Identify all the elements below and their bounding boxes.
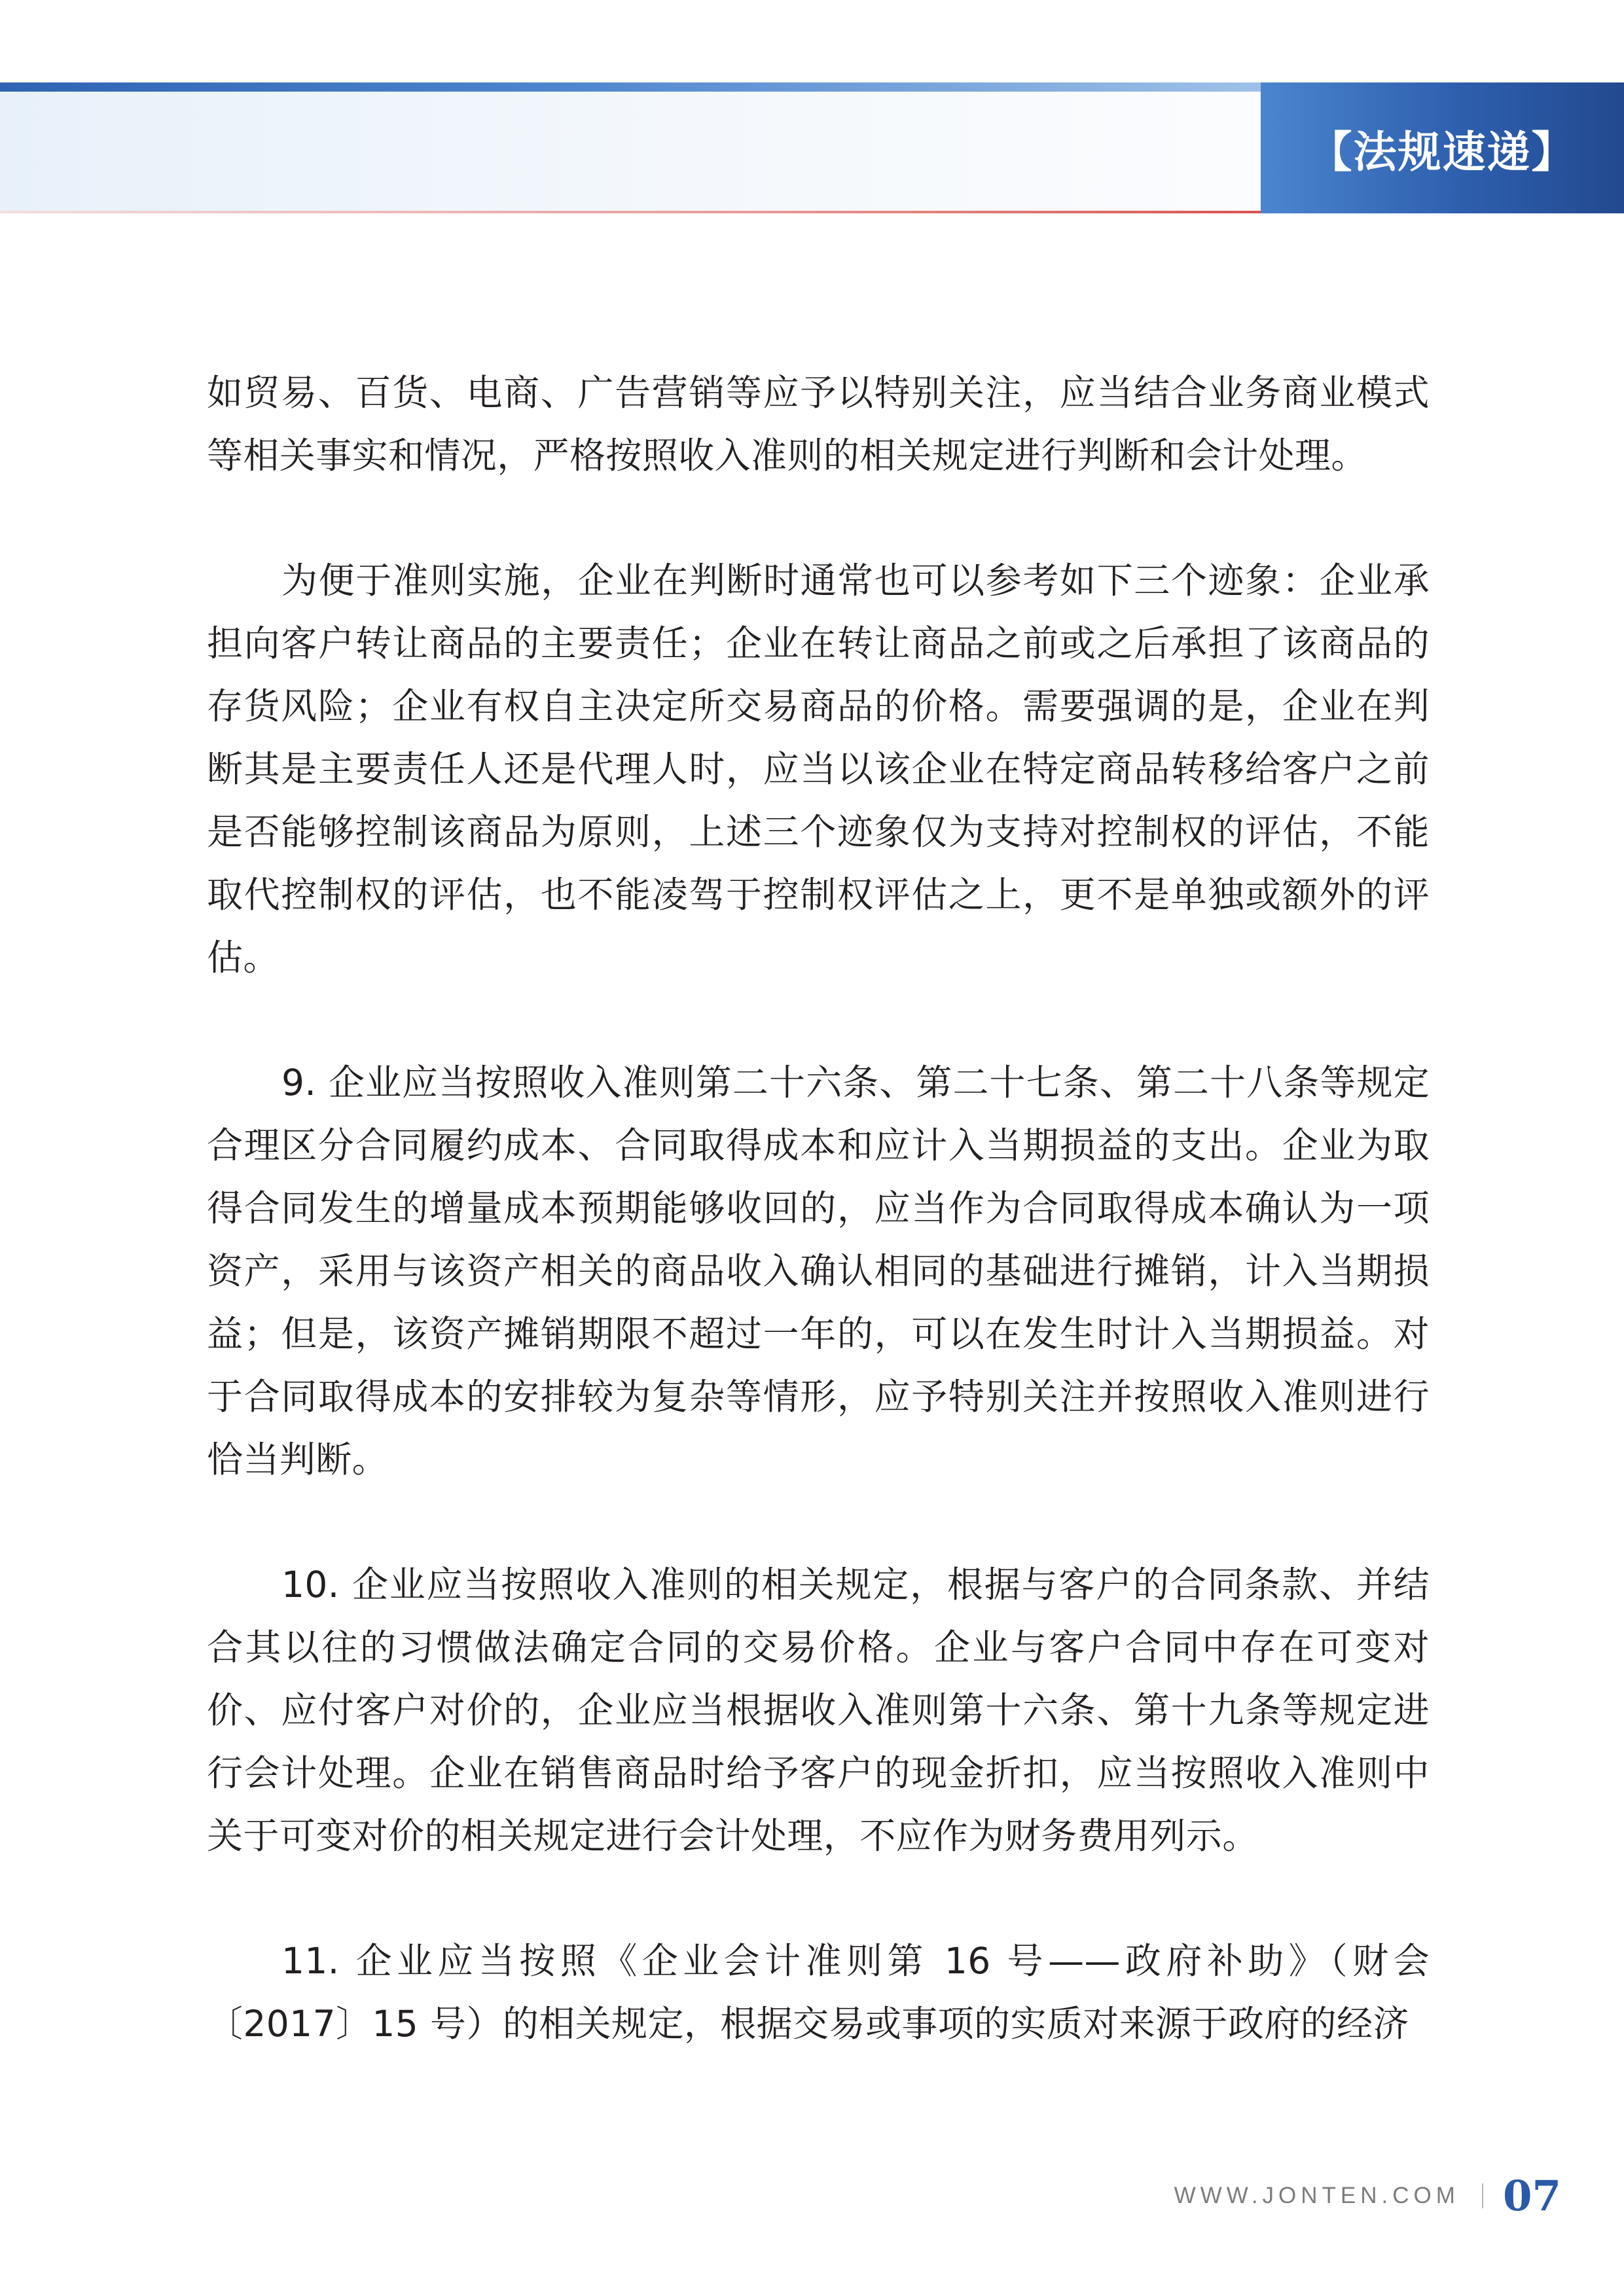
paragraph-item-9: 9. 企业应当按照收入准则第二十六条、第二十七条、第二十八条等规定合理区分合同履约成本、合同取得成本和应计入当期损益的支出。企业为取得合同发生的增量成本预期能够收回的，应当作为合同取得成本确认为一项资产，采用与该资产相关的商品收入确认相同的基础进行摊销，计入当期损益；但是，该资产摊销期限不超过一年的，可以在发生时计入当期损益。对于合同取得成本的安排较为复杂等情形，应予特别关注并按照收入准则进行恰当判断。	[207, 1062, 1430, 1480]
footer-divider	[1482, 2183, 1483, 2208]
header-band	[0, 92, 1263, 211]
page-footer	[1174, 2166, 1561, 2225]
paragraph-item-10: 10. 企业应当按照收入准则的相关规定，根据与客户的合同条款、并结合其以往的习惯做法确定合同的交易价格。企业与客户合同中存在可变对价、应付客户对价的，企业应当根据收入准则第十六条、第十九条等规定进行会计处理。企业在销售商品时给予客户的现金折扣，应当按照收入准则中关于可变对价的相关规定进行会计处理，不应作为财务费用列示。	[207, 1564, 1430, 1857]
page-number: 07	[1502, 2171, 1561, 2221]
section-tag	[1261, 82, 1624, 213]
section-tag-label: 【法规速递】	[1308, 126, 1576, 177]
header-top-rule	[0, 82, 1263, 92]
article-body	[207, 361, 1430, 2117]
paragraph-item-11: 11. 企业应当按照《企业会计准则第 16 号——政府补助》（财会〔2017〕15 号）的相关规定，根据交易或事项的实质对来源于政府的经济	[207, 1940, 1430, 2045]
paragraph-indicators: 为便于准则实施，企业在判断时通常也可以参考如下三个迹象：企业承担向客户转让商品的主要责任；企业在转让商品之前或之后承担了该商品的存货风险；企业有权自主决定所交易商品的价格。需要强调的是，企业在判断其是主要责任人还是代理人时，应当以该企业在特定商品转移给客户之前是否能够控制该商品为原则，上述三个迹象仅为支持对控制权的评估，不能取代控制权的评估，也不能凌驾于控制权评估之上，更不是单独或额外的评估。	[207, 560, 1430, 978]
paragraph-continued: 如贸易、百货、电商、广告营销等应予以特别关注，应当结合业务商业模式等相关事实和情况，严格按照收入准则的相关规定进行判断和会计处理。	[207, 372, 1430, 476]
header-accent-line	[0, 211, 1263, 213]
website-link[interactable]: WWW.JONTEN.COM	[1174, 2183, 1460, 2208]
